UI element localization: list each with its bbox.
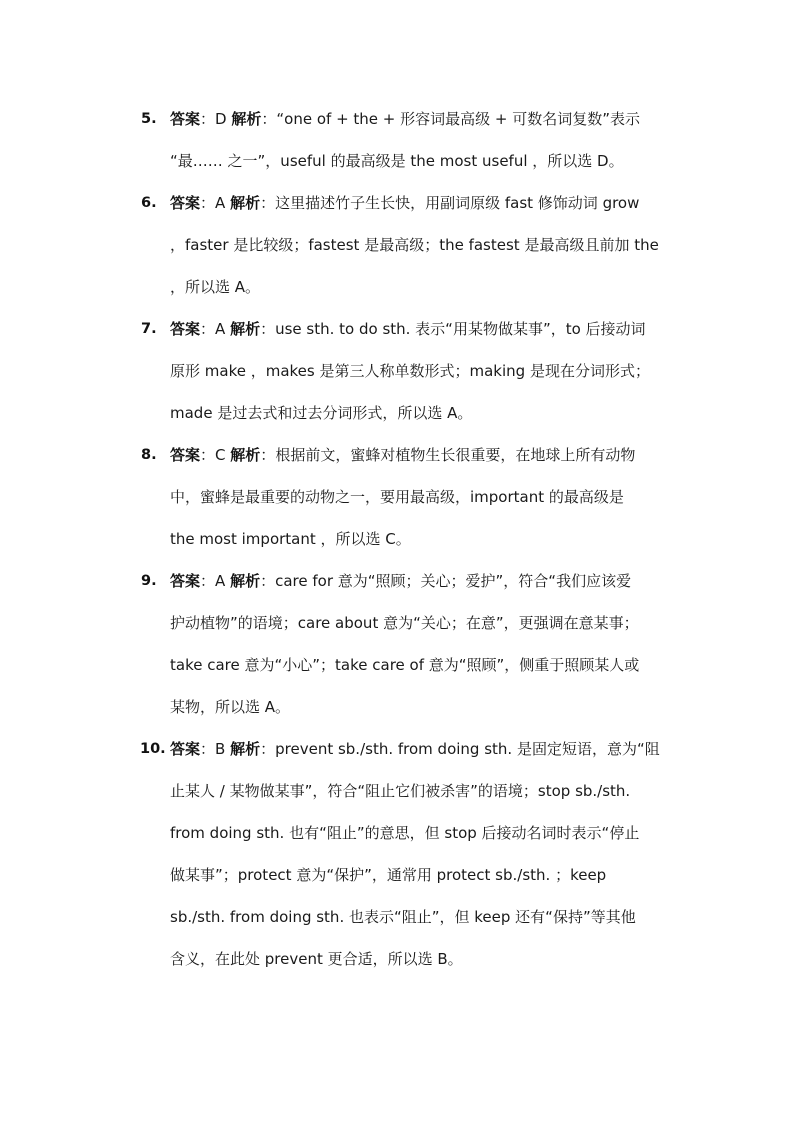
answer-first-line [0,98,800,140]
answer-value: D [215,110,232,128]
analysis-text: 止某人 / 某物做某事”，符合“阻止它们被杀害”的语境；stop sb./sth. [170,782,631,800]
answer-value: A [215,320,231,338]
answer-item [0,728,800,980]
analysis-label: 解析 [230,572,261,590]
answer-separator: ： [200,110,216,128]
analysis-separator: ： [260,572,276,590]
answer-label: 答案 [170,320,201,338]
answer-separator: ： [200,740,216,758]
analysis-line [0,686,800,728]
answer-first-line [0,560,800,602]
analysis-label: 解析 [230,446,261,464]
analysis-line [0,854,800,896]
analysis-text: 某物，所以选 A。 [170,698,291,716]
item-number: 10. [140,741,166,757]
analysis-label: 解析 [230,194,261,212]
analysis-text: use sth. to do sth. 表示“用某物做某事”，to 后接动词 [275,320,646,338]
analysis-text: 根据前文，蜜蜂对植物生长很重要，在地球上所有动物 [275,446,636,464]
answer-label: 答案 [170,572,201,590]
analysis-separator: ： [261,110,277,128]
item-number: 7. [141,321,157,337]
analysis-text: the most important ，所以选 C。 [170,530,411,548]
analysis-text: 中，蜜蜂是最重要的动物之一，要用最高级，important 的最高级是 [170,488,624,506]
item-number: 5. [141,111,157,127]
analysis-line [0,224,800,266]
analysis-text: 做某事”；protect 意为“保护”，通常用 protect sb./sth. ；keep [170,866,607,884]
answer-label: 答案 [170,194,201,212]
analysis-separator: ： [260,194,276,212]
item-number: 8. [141,447,157,463]
analysis-separator: ： [260,740,276,758]
analysis-line [0,770,800,812]
analysis-text: ，faster 是比较级；fastest 是最高级；the fastest 是最高级且前加 the [170,236,659,254]
answer-item [0,98,800,182]
answer-item [0,308,800,434]
answer-item [0,560,800,728]
analysis-separator: ： [260,446,276,464]
analysis-text: “one of + the + 形容词最高级 + 可数名词复数”表示 [276,110,641,128]
analysis-text: 护动植物”的语境；care about 意为“关心；在意”，更强调在意某事； [170,614,639,632]
analysis-text: care for 意为“照顾；关心；爱护”，符合“我们应该爱 [275,572,632,590]
analysis-separator: ： [260,320,276,338]
analysis-text: 原形 make ，makes 是第三人称单数形式；making 是现在分词形式； [170,362,650,380]
answer-first-line [0,182,800,224]
answer-separator: ： [200,446,216,464]
analysis-text: sb./sth. from doing sth. 也表示“阻止”，但 keep 还有“保持”等其他 [170,908,636,926]
analysis-line [0,602,800,644]
answer-label: 答案 [170,446,201,464]
analysis-label: 解析 [231,110,262,128]
analysis-text: 含义，在此处 prevent 更合适，所以选 B。 [170,950,463,968]
analysis-text: take care 意为“小心”；take care of 意为“照顾”，侧重于照顾某人或 [170,656,640,674]
answer-item [0,434,800,560]
answer-separator: ： [200,194,216,212]
answer-label: 答案 [170,740,201,758]
analysis-label: 解析 [230,740,261,758]
analysis-text: “最…… 之一”，useful 的最高级是 the most useful ，所以选 D。 [170,152,624,170]
analysis-text: made 是过去式和过去分词形式，所以选 A。 [170,404,473,422]
analysis-text: ，所以选 A。 [170,278,261,296]
item-number: 6. [141,195,157,211]
analysis-line [0,350,800,392]
answer-label: 答案 [170,110,201,128]
answer-first-line [0,434,800,476]
item-number: 9. [141,573,157,589]
answer-value: A [215,194,231,212]
analysis-label: 解析 [230,320,261,338]
answer-separator: ： [200,320,216,338]
analysis-text: prevent sb./sth. from doing sth. 是固定短语，意为“阻 [275,740,660,758]
analysis-line [0,476,800,518]
analysis-line [0,392,800,434]
analysis-line [0,812,800,854]
analysis-text: 这里描述竹子生长快，用副词原级 fast 修饰动词 grow [275,194,640,212]
answer-first-line [0,308,800,350]
analysis-line [0,518,800,560]
answer-first-line [0,728,800,770]
analysis-line [0,266,800,308]
analysis-line [0,896,800,938]
answer-list [0,98,800,980]
analysis-line [0,938,800,980]
analysis-line [0,644,800,686]
analysis-line [0,140,800,182]
answer-value: C [215,446,231,464]
analysis-text: from doing sth. 也有“阻止”的意思，但 stop 后接动名词时表示“停止 [170,824,640,842]
answer-value: B [215,740,231,758]
answer-value: A [215,572,231,590]
answer-separator: ： [200,572,216,590]
answer-item [0,182,800,308]
